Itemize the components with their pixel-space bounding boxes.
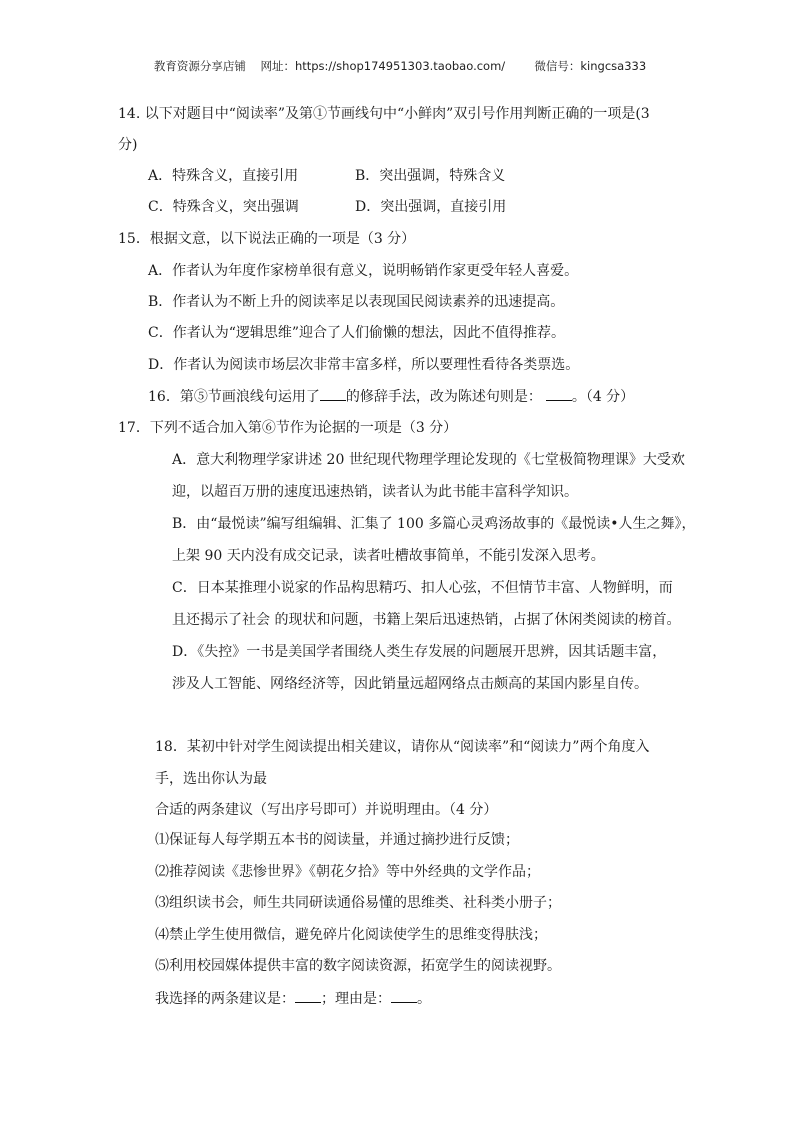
q18-stem-line3: 合适的两条建议（写出序号即可）并说明理由。（4 分） xyxy=(155,802,498,818)
q18-item-2: ⑵推荐阅读《悲惨世界》《朝花夕拾》等中外经典的文学作品； xyxy=(155,864,540,880)
q18-stem-line2: 手，选出你认为最 xyxy=(155,771,267,787)
q17-option-d-line2: 涉及人工智能、网络经济等，因此销量远超网络点击颇高的某国内影星自传。 xyxy=(172,676,648,692)
page-header: 教育资源分享店铺 网址：https://shop174951303.taobao.com/ 微信号：kingcsa333 xyxy=(153,59,647,73)
q16-text-part1: 16．第⑤节画浪线句运用了 xyxy=(148,389,320,405)
q14-option-a: A．特殊含义，直接引用 xyxy=(148,168,299,184)
q17-option-d-line1: D．《失控》一书是美国学者围绕人类生存发展的问题展开思辨，因其话题丰富， xyxy=(172,644,667,660)
q14-stem-line1: 14. 以下对题目中“阅读率”及第①节画线句中“小鲜肉”双引号作用判断正确的一项是(3 xyxy=(118,106,650,122)
q18-stem-line1: 18．某初中针对学生阅读提出相关建议，请你从“阅读率”和“阅读力”两个角度入 xyxy=(155,739,650,755)
q16-stem xyxy=(148,386,634,407)
q17-option-c-line2: 且还揭示了社会 的现状和问题，书籍上架后迅速热销，占据了休闲类阅读的榜首。 xyxy=(172,612,681,628)
q17-option-a-line1: A．意大利物理学家讲述 20 世纪现代物理学理论发现的《七堂极简物理课》大受欢 xyxy=(172,452,685,468)
q14-stem-line2: 分) xyxy=(118,137,138,153)
q14-option-c: C．特殊含义，突出强调 xyxy=(148,199,299,215)
q16-text-part2: 的修辞手法，改为陈述句则是： xyxy=(345,389,542,405)
q16-blank-rhetoric[interactable] xyxy=(320,386,346,401)
q15-option-d: D．作者认为阅读市场层次非常丰富多样，所以要理性看待各类票选。 xyxy=(148,357,580,373)
q15-option-b: B．作者认为不断上升的阅读率足以表现国民阅读素养的迅速提高。 xyxy=(148,294,565,310)
q15-option-a: A．作者认为年度作家榜单很有意义，说明畅销作家更受年轻人喜爱。 xyxy=(148,263,579,279)
q14-option-b: B．突出强调，特殊含义 xyxy=(355,168,506,184)
q18-item-3: ⑶组织读书会，师生共同研读通俗易懂的思维类、社科类小册子； xyxy=(155,895,561,911)
q18-blank-choices[interactable] xyxy=(295,988,321,1003)
q16-blank-statement[interactable] xyxy=(546,386,572,401)
q18-answer-label: 我选择的两条建议是： xyxy=(155,991,295,1007)
q15-option-c: C．作者认为“逻辑思维”迎合了人们偷懒的想法，因此不值得推荐。 xyxy=(148,325,566,341)
q15-stem: 15．根据文意，以下说法正确的一项是（3 分） xyxy=(118,231,416,247)
q16-text-part3: 。（4 分） xyxy=(571,389,635,405)
q17-option-b-line1: B．由“最悦读”编写组编辑、汇集了 100 多篇心灵鸡汤故事的《最悦读•人生之舞》， xyxy=(172,516,696,532)
q14-option-d: D．突出强调，直接引用 xyxy=(355,199,507,215)
q18-answer-line xyxy=(155,988,431,1009)
q18-blank-reason[interactable] xyxy=(391,988,417,1003)
q17-option-b-line2: 上架 90 天内没有成交记录，读者吐槽故事简单，不能引发深入思考。 xyxy=(172,548,605,564)
q17-stem: 17．下列不适合加入第⑥节作为论据的一项是（3 分） xyxy=(118,420,458,436)
q18-answer-end: 。 xyxy=(417,991,431,1007)
q18-item-5: ⑸利用校园媒体提供丰富的数字阅读资源，拓宽学生的阅读视野。 xyxy=(155,958,561,974)
q17-option-a-line2: 迎，以超百万册的速度迅速热销，读者认为此书能丰富科学知识。 xyxy=(172,484,578,500)
q17-option-c-line1: C．日本某推理小说家的作品构思精巧、扣人心弦，不但情节丰富、人物鲜明，而 xyxy=(172,580,673,596)
q18-item-4: ⑷禁止学生使用微信，避免碎片化阅读使学生的思维变得肤浅； xyxy=(155,927,547,943)
q18-reason-label: ；理由是： xyxy=(321,991,391,1007)
q18-item-1: ⑴保证每人每学期五本书的阅读量，并通过摘抄进行反馈； xyxy=(155,832,519,848)
